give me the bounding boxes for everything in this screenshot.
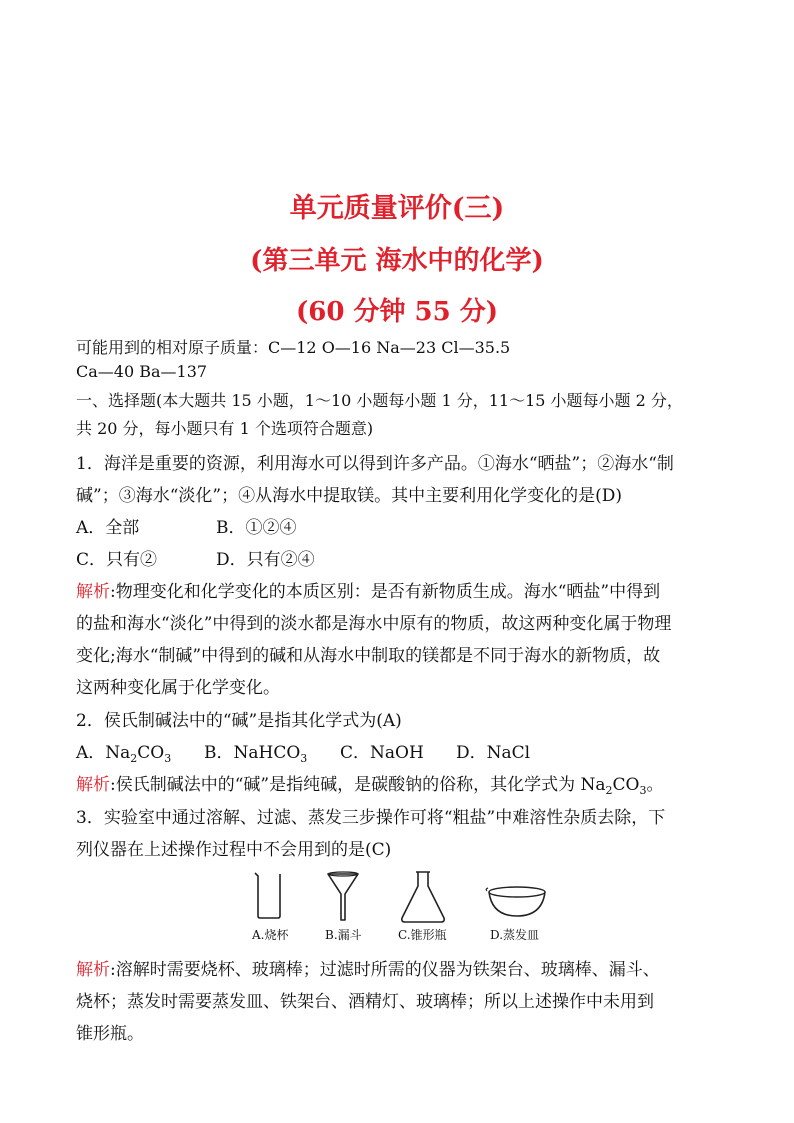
funnel-icon: [326, 870, 360, 922]
q3-analysis-2: 烧杯；蒸发时需要蒸发皿、铁架台、酒精灯、玻璃棒；所以上述操作中未用到: [76, 992, 654, 1012]
q2-options: [76, 742, 736, 766]
caption-flask: C.锥形瓶: [398, 928, 447, 942]
q2-option-d: D．NaCl: [456, 743, 531, 763]
time-score: (60 分钟 55 分): [295, 297, 499, 327]
section-heading-1: 一、选择题(本大题共 15 小题，1～10 小题每小题 1 分，11～15 小题每小题 2 分，: [76, 391, 683, 410]
q1-option-b: B．①②④: [216, 518, 297, 538]
q1-option-c: C．只有②: [76, 550, 158, 570]
q2-option-c: C．NaOH: [340, 743, 424, 763]
q1-stem-1: 1．海洋是重要的资源，利用海水可以得到许多产品。①海水“晒盐”；②海水“制: [76, 454, 674, 474]
q2-option-b: B．NaHCO$_3$: [204, 743, 308, 765]
q3-stem-1: 3．实验室中通过溶解、过滤、蒸发三步操作可将“粗盐”中难溶性杂质去除，下: [76, 808, 666, 828]
unit-subtitle: (第三单元 海水中的化学): [250, 246, 544, 276]
beaker-icon: [252, 870, 284, 920]
q3-analysis-1: 解析:溶解时需要烧杯、玻璃棒；过滤时所需的仪器为铁架台、玻璃棒、漏斗、: [76, 960, 660, 980]
analysis-label: 解析: [76, 582, 110, 602]
q2-stem: 2．侯氏制碱法中的“碱”是指其化学式为(A): [76, 711, 402, 731]
q1-analysis-3: 变化;海水“制碱”中得到的碱和从海水中制取的镁都是不同于海水的新物质，故: [76, 646, 661, 666]
section-heading-2: 共 20 分，每小题只有 1 个选项符合题意): [76, 419, 374, 438]
page-title: 单元质量评价(三): [289, 193, 505, 224]
q1-analysis-2: 的盐和海水“淡化”中得到的淡水都是海水中原有的物质，故这两种变化属于物理: [76, 614, 672, 634]
analysis-label: 解析: [76, 960, 110, 980]
q1-stem-2: 碱”；③海水“淡化”；④从海水中提取镁。其中主要利用化学变化的是(D): [76, 486, 622, 506]
analysis-label: 解析: [76, 775, 110, 795]
caption-dish: D.蒸发皿: [490, 928, 540, 942]
q2-option-a: A．$Na_2CO_3$: [76, 743, 172, 765]
atomic-mass-line-1: 可能用到的相对原子质量：C—12 O—16 Na—23 Cl—35.5: [76, 338, 511, 357]
evaporating-dish-icon: [484, 884, 550, 920]
caption-funnel: B.漏斗: [325, 928, 362, 942]
caption-beaker: A.烧杯: [252, 928, 289, 942]
q1-options-row-2: [76, 549, 736, 571]
q1-option-d: D．只有②④: [216, 550, 315, 570]
q1-analysis-4: 这两种变化属于化学变化。: [76, 678, 280, 698]
conical-flask-icon: [398, 870, 448, 924]
q3-stem-2: 列仪器在上述操作过程中不会用到的是(C): [76, 840, 392, 860]
q3-analysis-3: 锥形瓶。: [76, 1024, 144, 1044]
q1-option-a: A．全部: [76, 518, 140, 538]
q1-analysis-1: 解析:物理变化和化学变化的本质区别：是否有新物质生成。海水“晒盐”中得到: [76, 582, 661, 602]
q2-analysis: 解析:侯氏制碱法中的“碱”是指纯碱，是碳酸钠的俗称，其化学式为 $Na_2CO_3$。: [76, 775, 664, 797]
q1-options-row-1: [76, 517, 736, 539]
atomic-mass-line-2: Ca—40 Ba—137: [76, 362, 208, 381]
